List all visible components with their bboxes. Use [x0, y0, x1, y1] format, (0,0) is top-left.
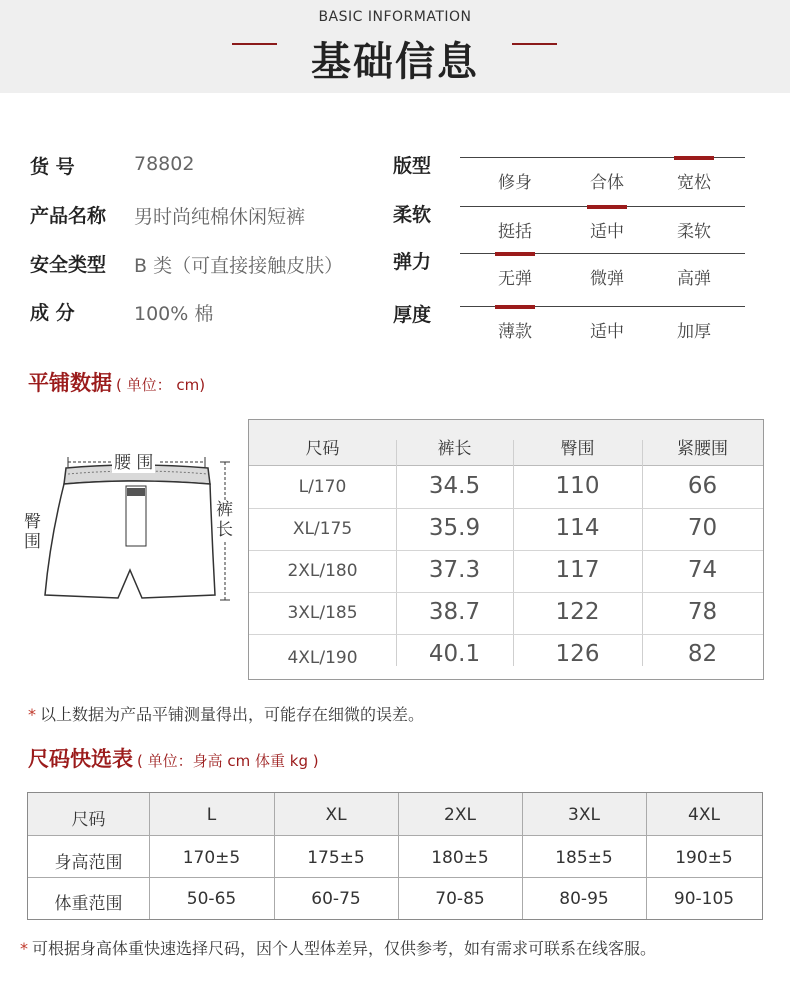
attr-label: 弹力 [393, 251, 432, 273]
attr-label: 版型 [393, 155, 432, 177]
info-label: 产品名称 [30, 205, 107, 227]
info-value: 78802 [134, 153, 195, 175]
header-line-right [512, 43, 557, 45]
header-cn-title: 基础信息 [311, 39, 479, 85]
attr-marker [495, 305, 535, 309]
table-cell: 117 [555, 557, 600, 583]
info-label: 安全类型 [30, 254, 107, 276]
quick-title-text: 尺码快选表 [28, 747, 133, 771]
table-cell: 3XL/185 [287, 603, 358, 623]
flat-title-text: 平铺数据 [28, 371, 112, 395]
info-value: 100% 棉 [134, 303, 214, 325]
table-cell: 4XL/190 [287, 648, 358, 668]
quick-cell: 身高范围 [54, 853, 123, 873]
header-cell: 臀围 [560, 439, 595, 459]
table-cell: 82 [687, 641, 718, 667]
attr-option: 修身 [498, 173, 532, 193]
table-cell: 34.5 [428, 473, 481, 499]
attr-option: 宽松 [677, 173, 711, 193]
attr-option: 适中 [590, 222, 624, 242]
quick-cell: 体重范围 [54, 894, 123, 914]
table-cell: 122 [555, 599, 600, 625]
info-label: 成 分 [30, 302, 75, 324]
flat-title-unit: ( 单位： cm) [116, 376, 206, 394]
length-label: 裤长 [216, 500, 236, 540]
attr-option: 柔软 [677, 222, 711, 242]
waist-label: 腰 围 [112, 448, 155, 473]
quick-cell: 180±5 [431, 848, 489, 868]
quick-section-title [28, 743, 319, 773]
table-cell: 40.1 [428, 641, 481, 667]
table-cell: 74 [687, 557, 718, 583]
note-star: * [28, 705, 36, 724]
quick-header-cell: 4XL [688, 805, 720, 825]
quick-cell: 50-65 [186, 889, 237, 909]
quick-size-table [27, 792, 763, 920]
quick-header-cell: L [206, 805, 217, 825]
info-label: 货 号 [30, 156, 75, 178]
measure-note [28, 702, 424, 725]
attr-marker [495, 252, 535, 256]
attr-option: 加厚 [677, 322, 711, 342]
header-band [0, 0, 790, 93]
row-divider [249, 592, 763, 593]
note-star: * [20, 939, 28, 958]
attr-fit [393, 151, 753, 191]
note-text: 以上数据为产品平铺测量得出，可能存在细微的误差。 [40, 705, 425, 724]
attr-option: 微弹 [590, 269, 624, 289]
attr-marker [674, 156, 714, 160]
row-divider [28, 877, 762, 878]
attr-option: 薄款 [498, 322, 532, 342]
quick-cell: 90-105 [673, 889, 735, 909]
row-divider [249, 550, 763, 551]
table-cell: 110 [555, 473, 600, 499]
quick-header-cell: XL [325, 805, 347, 825]
quick-cell: 170±5 [182, 848, 241, 868]
attr-elasticity [393, 247, 753, 287]
header-cell: 尺码 [305, 439, 340, 459]
attr-label: 柔软 [393, 204, 432, 226]
table-cell: 38.7 [428, 599, 481, 625]
quick-header-cell: 2XL [444, 805, 476, 825]
table-cell: 66 [687, 473, 718, 499]
quick-note [20, 936, 656, 959]
quick-cell: 80-95 [559, 889, 609, 909]
table-cell: 70 [687, 515, 718, 541]
quick-cell: 175±5 [307, 848, 365, 868]
table-cell: L/170 [298, 477, 347, 497]
table-cell: 37.3 [428, 557, 481, 583]
attr-label: 厚度 [393, 304, 432, 326]
quick-header-cell: 3XL [568, 805, 600, 825]
table-cell: 2XL/180 [287, 561, 358, 581]
quick-header-cell: 尺码 [71, 810, 106, 830]
quick-cell: 70-85 [435, 889, 485, 909]
table-cell: 126 [555, 641, 600, 667]
attr-option: 高弹 [677, 269, 711, 289]
header-en-title: BASIC INFORMATION [318, 9, 472, 25]
table-cell: 35.9 [428, 515, 481, 541]
quick-cell: 185±5 [555, 848, 613, 868]
shorts-diagram [20, 440, 240, 610]
quick-title-unit: ( 单位：身高 cm 体重 kg ) [137, 752, 319, 770]
flat-section-title [28, 367, 205, 397]
quick-cell: 190±5 [675, 848, 733, 868]
attr-softness [393, 200, 753, 240]
note-text: 可根据身高体重快速选择尺码，因个人型体差异，仅供参考，如有需求可联系在线客服。 [32, 939, 657, 958]
table-cell: 114 [555, 515, 600, 541]
attr-option: 合体 [590, 173, 624, 193]
quick-cell: 60-75 [311, 889, 361, 909]
table-cell: XL/175 [292, 519, 353, 539]
attr-option: 挺括 [498, 222, 532, 242]
attr-thickness [393, 300, 753, 340]
header-cell: 裤长 [437, 439, 472, 459]
info-value: 男时尚纯棉休闲短裤 [134, 206, 306, 228]
attr-marker [587, 205, 627, 209]
info-value: B 类（可直接接触皮肤） [134, 255, 344, 277]
hip-label: 臀围 [24, 512, 41, 552]
row-divider [249, 634, 763, 635]
table-cell: 78 [687, 599, 718, 625]
attr-option: 适中 [590, 322, 624, 342]
row-divider [249, 508, 763, 509]
attr-option: 无弹 [498, 269, 532, 289]
header-cell: 紧腰围 [677, 439, 728, 459]
measure-table [248, 419, 764, 680]
